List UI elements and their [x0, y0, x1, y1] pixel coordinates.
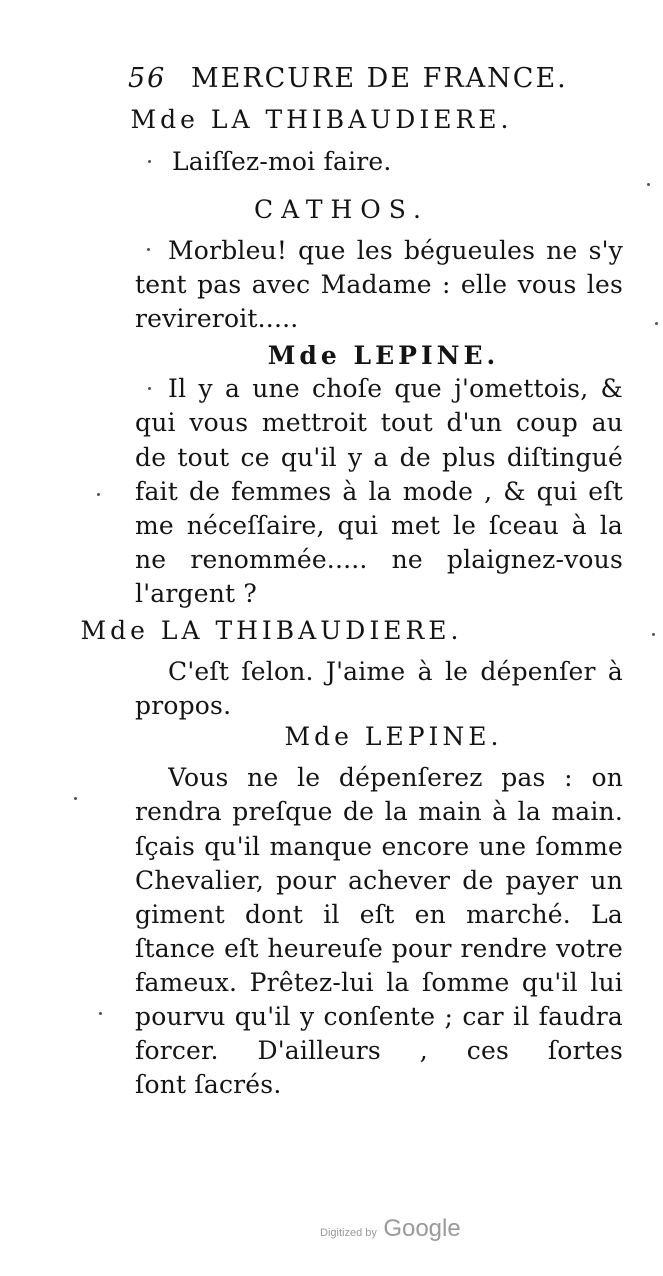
- speaker-la-thibaudiere: Mde LA THIBAUDIERE.: [130, 105, 513, 134]
- dialogue-line: forcer. D'ailleurs , ces ſortes: [135, 1036, 623, 1065]
- dialogue-line: ſçais qu'il manque encore une ſomme: [135, 832, 623, 861]
- dialogue-line: ſont ſacrés.: [135, 1070, 282, 1099]
- dialogue-line: ſtance eſt heureuſe pour rendre votre: [135, 934, 623, 963]
- dialogue-line: Laiſſez-moi faire.: [172, 147, 392, 176]
- google-logo: Google: [383, 1215, 461, 1242]
- dialogue-line: l'argent ?: [135, 579, 258, 608]
- dialogue-line: C'eſt ſelon. J'aime à le dépenſer à: [168, 657, 623, 686]
- scan-speck: [655, 322, 658, 325]
- scan-speck: [99, 1012, 102, 1015]
- dialogue-line: Vous ne le dépenſerez pas : on: [168, 763, 623, 792]
- running-title: MERCURE DE FRANCE.: [190, 63, 568, 94]
- dialogue-line: rendra preſque de la main à la main.: [135, 797, 623, 826]
- scan-speck: [647, 183, 650, 186]
- scan-speck: [652, 633, 655, 636]
- dialogue-line: Morbleu! que les bégueules ne s'y: [168, 236, 623, 265]
- page-number: 56: [128, 63, 167, 94]
- dialogue-line: me néceſſaire, qui met le ſceau à la: [135, 511, 623, 540]
- scan-speck: [97, 493, 100, 496]
- scan-speck: [148, 160, 151, 163]
- watermark-prefix: Digitized by: [320, 1227, 377, 1239]
- dialogue-line: qui vous mettroit tout d'un coup au: [135, 408, 623, 437]
- speaker-cathos: CATHOS.: [254, 195, 429, 224]
- scan-speck: [147, 248, 150, 251]
- dialogue-line: pourvu qu'il y conſente ; car il faudra: [135, 1002, 623, 1031]
- dialogue-line: de tout ce qu'il y a de plus diſtingué: [135, 443, 623, 472]
- dialogue-line: ne renommée..... ne plaignez-vous: [135, 545, 623, 574]
- scan-speck: [74, 797, 77, 800]
- dialogue-line: revireroit.....: [135, 304, 299, 333]
- dialogue-line: propos.: [135, 691, 232, 720]
- dialogue-line: Il y a une choſe que j'omettois, &: [168, 374, 623, 403]
- dialogue-line: tent pas avec Madame : elle vous les: [135, 270, 623, 299]
- running-header: [128, 62, 608, 96]
- dialogue-line: fameux. Prêtez-lui la ſomme qu'il lui: [135, 968, 623, 997]
- speaker-lepine: Mde LEPINE.: [284, 722, 503, 751]
- dialogue-line: giment dont il eſt en marché. La: [135, 900, 623, 929]
- dialogue-line: Chevalier, pour achever de payer un: [135, 866, 623, 895]
- speaker-la-thibaudiere: Mde LA THIBAUDIERE.: [80, 616, 463, 645]
- scan-speck: [148, 387, 151, 390]
- dialogue-line: fait de femmes à la mode , & qui eſt: [135, 477, 623, 506]
- digitized-by-google-watermark: [320, 1215, 461, 1243]
- speaker-lepine: Mde LEPINE.: [267, 341, 500, 370]
